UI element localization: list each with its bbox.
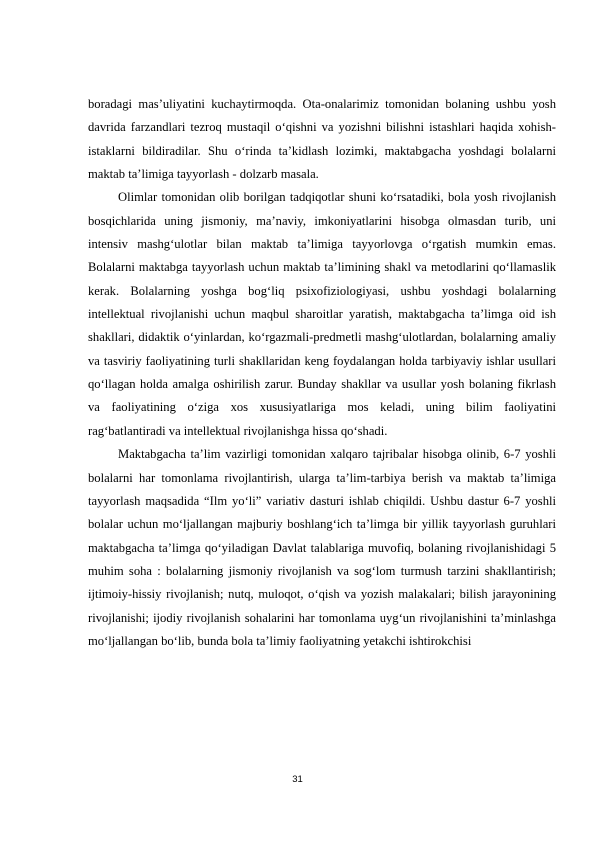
paragraph-3: Maktabgacha ta’lim vazirligi tomonidan xalqaro tajribalar hisobga olinib, 6-7 yoshli bolalarni har tomonlama rivojlantirish, ularga ta’lim-tarbiya berish va maktab ta’limiga tayyorlash maqsadida “Ilm yo‘li” variativ dasturi ishlab chiqildi. Ushbu dastur 6-7 yoshli bolalar uchun mo‘ljallangan majburiy boshlang‘ich ta’limga bir yillik tayyorlash guruhlari maktabgacha ta’limga qo‘yiladigan Davlat talablariga muvofiq, bolaning rivojlanishidagi 5 muhim soha : bolalarning jismoniy rivojlanish va sog‘lom turmush tarzini shakllantirish; ijtimoiy-hissiy rivojlanish; nutq, muloqot, o‘qish va yozish malakalari; bilish jarayonining rivojlanishi; ijodiy rivojlanish sohalarini har tomonlama uyg‘un rivojlanishini ta’minlashga mo‘ljallangan bo‘lib, bunda bola ta’limiy faoliyatning yetakchi ishtirokchisi — [88, 447, 556, 648]
page-number: 31 — [292, 774, 303, 785]
paragraph-1: boradagi mas’uliyatini kuchaytirmoqda. Ota-onalarimiz tomonidan bolaning ushbu yosh davrida farzandlari tezroq mustaqil o‘qishni va yozishni bilishni istashlari haqida xohish-istaklarni bildiradilar. Shu o‘rinda ta’kidlash lozimki, maktabgacha yoshdagi bolalarni maktab ta’limiga tayyorlash - dolzarb masala. — [88, 97, 556, 182]
body-text — [88, 93, 556, 653]
paragraph-2: Olimlar tomonidan olib borilgan tadqiqotlar shuni ko‘rsatadiki, bola yosh rivojlanish bosqichlarida uning jismoniy, ma’naviy, imkoniyatlarini hisobga olmasdan turib, uni intensiv mashg‘ulotlar bilan maktab ta’limiga tayyorlovga o‘rgatish mumkin emas. Bolalarni maktabga tayyorlash uchun maktab ta’limining shakl va metodlarini qo‘llamaslik kerak. Bolalarning yoshga bog‘liq psixofiziologiyasi, ushbu yoshdagi bolalarning intellektual rivojlanishi uchun maqbul sharoitlar yaratish, maktabgacha ta’limga oid ish shakllari, didaktik o‘yinlardan, ko‘rgazmali-predmetli mashg‘ulotlardan, bolalarning amaliy va tasviriy faoliyatining turli shakllaridan keng foydalangan holda tarbiyaviy ishlar usullari qo‘llagan holda amalga oshirilish zarur. Bunday shakllar va usullar yosh bolaning fikrlash va faoliyatining o‘ziga xos xususiyatlariga mos keladi, uning bilim faoliyatini rag‘batlantiradi va intellektual rivojlanishga hissa qo‘shadi. — [88, 190, 556, 438]
